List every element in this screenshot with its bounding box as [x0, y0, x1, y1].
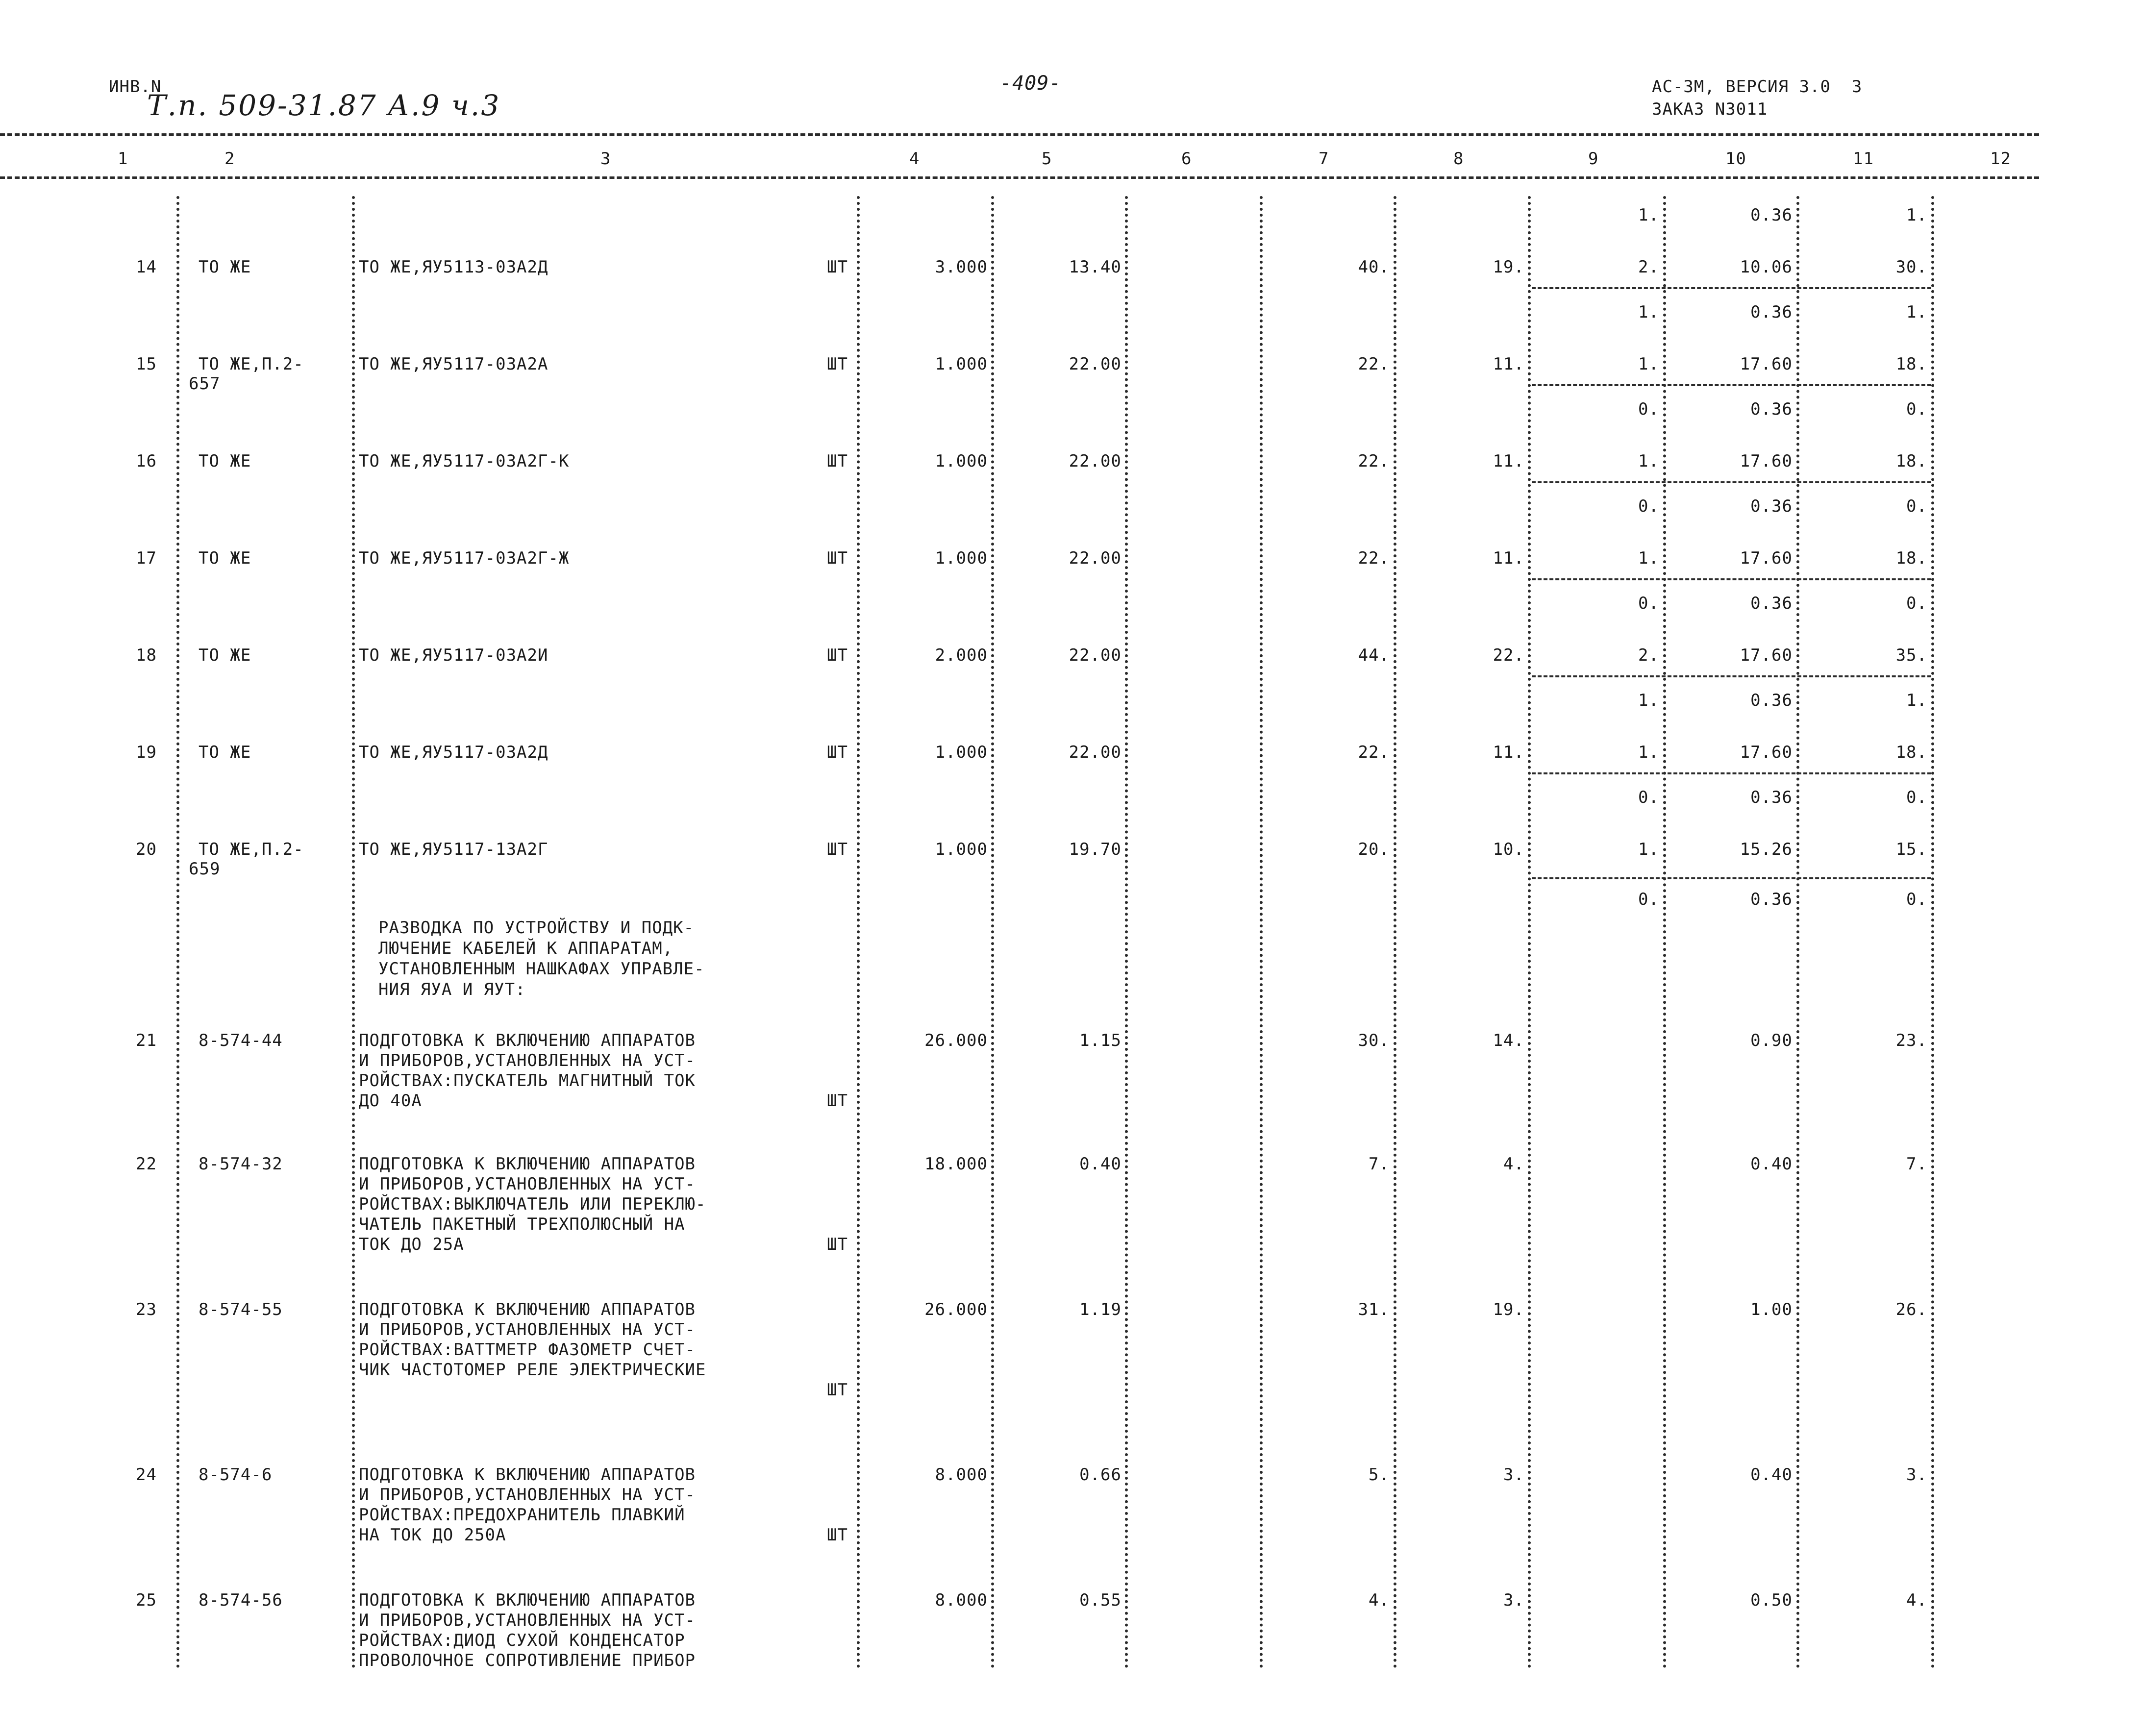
subtotal-divider — [1532, 578, 1931, 580]
cell-code: ТО ЖЕ — [199, 548, 251, 568]
cell-c10: 0.50 — [1750, 1590, 1793, 1610]
header-bottom-rule — [0, 176, 2039, 179]
cell-description-line: ПОДГОТОВКА К ВКЛЮЧЕНИЮ АППАРАТОВ — [359, 1465, 696, 1485]
cell-c10: 17.60 — [1740, 451, 1793, 471]
cell-c8: 19. — [1493, 257, 1524, 277]
cell-row-number: 23 — [136, 1300, 157, 1319]
cell-quantity: 26.000 — [924, 1031, 988, 1050]
cell-c7: 22. — [1358, 451, 1390, 471]
cell-price: 0.66 — [1079, 1465, 1121, 1485]
cell-c10: 0.90 — [1750, 1031, 1793, 1050]
cell-name: ТО ЖЕ,ЯУ5117-03А2Д — [359, 743, 548, 762]
cell-row-number: 14 — [136, 257, 157, 277]
cell-c10: 1.00 — [1750, 1300, 1793, 1319]
cell-c9-sub: 1. — [1638, 691, 1659, 710]
cell-c8: 4. — [1503, 1154, 1524, 1174]
subtotal-divider — [1532, 877, 1931, 879]
cell-price: 22.00 — [1069, 645, 1121, 665]
cell-row-number: 20 — [136, 840, 157, 859]
section-title-line: ЛЮЧЕНИЕ КАБЕЛЕЙ К АППАРАТАМ, — [378, 939, 673, 958]
cell-c7: 22. — [1358, 548, 1390, 568]
cell-row-number: 22 — [136, 1154, 157, 1174]
cell-c11: 4. — [1906, 1590, 1927, 1610]
cell-c7: 20. — [1358, 840, 1390, 859]
cell-description-line: ЧИК ЧАСТОТОМЕР РЕЛЕ ЭЛЕКТРИЧЕСКИЕ — [359, 1360, 706, 1380]
final-sub-c9: 0. — [1638, 890, 1659, 909]
cell-row-number: 19 — [136, 743, 157, 762]
cell-c9: 1. — [1638, 840, 1659, 859]
cell-quantity: 26.000 — [924, 1300, 988, 1319]
cell-row-number: 24 — [136, 1465, 157, 1485]
order-number: ЗАКАЗ N3011 — [1652, 99, 1768, 119]
cell-unit: ШТ — [827, 257, 848, 277]
cell-c10: 17.60 — [1740, 548, 1793, 568]
cell-code: 8-574-56 — [199, 1590, 283, 1610]
col-header-3: 3 — [600, 149, 611, 169]
cell-description-line: ПОДГОТОВКА К ВКЛЮЧЕНИЮ АППАРАТОВ — [359, 1590, 696, 1610]
col-header-10: 10 — [1725, 149, 1746, 169]
cell-c8: 11. — [1493, 451, 1524, 471]
cell-description-line: И ПРИБОРОВ,УСТАНОВЛЕННЫХ НА УСТ- — [359, 1611, 696, 1630]
cell-c10-sub: 0.36 — [1750, 302, 1793, 322]
cell-c11: 26. — [1895, 1300, 1927, 1319]
cell-c9: 2. — [1638, 645, 1659, 665]
cell-description-line: РОЙСТВАХ:ВАТТМЕТР ФАЗОМЕТР СЧЕТ- — [359, 1340, 696, 1360]
cell-c10: 17.60 — [1740, 743, 1793, 762]
col-sep-3 — [857, 196, 860, 1669]
col-sep-5 — [1125, 196, 1128, 1669]
cell-code: ТО ЖЕ,П.2- — [199, 354, 304, 374]
cell-name: ТО ЖЕ,ЯУ5117-03А2Г-К — [359, 451, 570, 471]
cell-c10: 0.40 — [1750, 1465, 1793, 1485]
cell-c10: 0.40 — [1750, 1154, 1793, 1174]
cell-unit: ШТ — [827, 451, 848, 471]
cell-unit: ШТ — [827, 354, 848, 374]
cell-name: ТО ЖЕ,ЯУ5117-13А2Г — [359, 840, 548, 859]
cell-price: 1.15 — [1079, 1031, 1121, 1050]
cell-quantity: 8.000 — [935, 1590, 988, 1610]
cell-c11: 35. — [1895, 645, 1927, 665]
subtotal-divider — [1532, 481, 1931, 483]
cell-c10: 10.06 — [1740, 257, 1793, 277]
cell-quantity: 18.000 — [924, 1154, 988, 1174]
cell-description-line: ТОК ДО 25А — [359, 1235, 464, 1254]
cell-c7: 44. — [1358, 645, 1390, 665]
cell-c10: 17.60 — [1740, 354, 1793, 374]
cell-c8: 11. — [1493, 743, 1524, 762]
cell-description-line: РОЙСТВАХ:ПРЕДОХРАНИТЕЛЬ ПЛАВКИЙ — [359, 1505, 685, 1525]
cell-description-line: ДО 40А — [359, 1091, 422, 1111]
col-header-5: 5 — [1042, 149, 1052, 169]
cell-c9-sub: 1. — [1638, 205, 1659, 225]
final-sub-c10: 0.36 — [1750, 890, 1793, 909]
cell-description-line: ЧАТЕЛЬ ПАКЕТНЫЙ ТРЕХПОЛЮСНЫЙ НА — [359, 1215, 685, 1234]
cell-c8: 22. — [1493, 645, 1524, 665]
handwritten-reference: Т.п. 509-31.87 А.9 ч.3 — [147, 89, 501, 122]
cell-unit: ШТ — [827, 840, 848, 859]
cell-c10-sub: 0.36 — [1750, 788, 1793, 807]
cell-c11-sub: 1. — [1906, 691, 1927, 710]
cell-c9: 2. — [1638, 257, 1659, 277]
cell-c8: 10. — [1493, 840, 1524, 859]
cell-code: 8-574-6 — [199, 1465, 273, 1485]
cell-c8: 3. — [1503, 1465, 1524, 1485]
cell-description-line: И ПРИБОРОВ,УСТАНОВЛЕННЫХ НА УСТ- — [359, 1174, 696, 1194]
cell-description-line: И ПРИБОРОВ,УСТАНОВЛЕННЫХ НА УСТ- — [359, 1051, 696, 1070]
cell-unit: ШТ — [827, 1525, 848, 1545]
cell-c8: 11. — [1493, 548, 1524, 568]
section-title-line: НИЯ ЯУА И ЯУТ: — [378, 980, 526, 999]
cell-description-line: И ПРИБОРОВ,УСТАНОВЛЕННЫХ НА УСТ- — [359, 1485, 696, 1505]
cell-c11-sub: 0. — [1906, 594, 1927, 613]
cell-row-number: 21 — [136, 1031, 157, 1050]
col-header-9: 9 — [1588, 149, 1599, 169]
cell-price: 19.70 — [1069, 840, 1121, 859]
col-header-6: 6 — [1181, 149, 1192, 169]
cell-quantity: 8.000 — [935, 1465, 988, 1485]
cell-c9-sub: 0. — [1638, 594, 1659, 613]
inventory-label: ИНВ.N — [109, 77, 162, 97]
cell-c11: 18. — [1895, 354, 1927, 374]
cell-quantity: 1.000 — [935, 451, 988, 471]
cell-c10: 17.60 — [1740, 645, 1793, 665]
cell-c11: 23. — [1895, 1031, 1927, 1050]
col-sep-8 — [1528, 196, 1531, 1669]
cell-name: ТО ЖЕ,ЯУ5113-03А2Д — [359, 257, 548, 277]
cell-unit: ШТ — [827, 743, 848, 762]
subtotal-divider — [1532, 287, 1931, 289]
col-header-1: 1 — [118, 149, 128, 169]
cell-row-number: 25 — [136, 1590, 157, 1610]
cell-c11-sub: 0. — [1906, 496, 1927, 516]
cell-c8: 3. — [1503, 1590, 1524, 1610]
cell-price: 13.40 — [1069, 257, 1121, 277]
section-title-line: РАЗВОДКА ПО УСТРОЙСТВУ И ПОДК- — [378, 918, 695, 938]
cell-c11-sub: 1. — [1906, 205, 1927, 225]
cell-description-line: РОЙСТВАХ:ПУСКАТЕЛЬ МАГНИТНЫЙ ТОК — [359, 1071, 696, 1091]
cell-c7: 7. — [1369, 1154, 1390, 1174]
cell-name: ТО ЖЕ,ЯУ5117-03А2Г-Ж — [359, 548, 570, 568]
cell-c9-sub: 0. — [1638, 496, 1659, 516]
cell-code: 8-574-32 — [199, 1154, 283, 1174]
col-sep-4 — [991, 196, 994, 1669]
cell-row-number: 17 — [136, 548, 157, 568]
cell-c10-sub: 0.36 — [1750, 594, 1793, 613]
page-number: -409- — [1000, 72, 1062, 95]
cell-price: 1.19 — [1079, 1300, 1121, 1319]
col-header-12: 12 — [1990, 149, 2011, 169]
cell-c10: 15.26 — [1740, 840, 1793, 859]
cell-c8: 11. — [1493, 354, 1524, 374]
cell-c11: 18. — [1895, 451, 1927, 471]
cell-c9: 1. — [1638, 451, 1659, 471]
cell-c9-sub: 0. — [1638, 788, 1659, 807]
cell-code: 8-574-44 — [199, 1031, 283, 1050]
cell-description-line: НА ТОК ДО 250А — [359, 1525, 506, 1545]
cell-price: 0.40 — [1079, 1154, 1121, 1174]
col-header-7: 7 — [1319, 149, 1329, 169]
cell-c10-sub: 0.36 — [1750, 496, 1793, 516]
cell-c10-sub: 0.36 — [1750, 205, 1793, 225]
cell-description-line: РОЙСТВАХ:ВЫКЛЮЧАТЕЛЬ ИЛИ ПЕРЕКЛЮ- — [359, 1194, 706, 1214]
col-header-2: 2 — [224, 149, 235, 169]
col-header-11: 11 — [1853, 149, 1874, 169]
cell-code: ТО ЖЕ — [199, 645, 251, 665]
cell-c11: 30. — [1895, 257, 1927, 277]
cell-c7: 22. — [1358, 354, 1390, 374]
col-sep-10 — [1796, 196, 1799, 1669]
col-header-4: 4 — [909, 149, 920, 169]
cell-quantity: 2.000 — [935, 645, 988, 665]
cell-code: 8-574-55 — [199, 1300, 283, 1319]
cell-unit: ШТ — [827, 1091, 848, 1111]
cell-code: ТО ЖЕ,П.2- — [199, 840, 304, 859]
header-top-rule — [0, 133, 2039, 136]
cell-c9-sub: 0. — [1638, 399, 1659, 419]
cell-name: ТО ЖЕ,ЯУ5117-03А2А — [359, 354, 548, 374]
cell-price: 22.00 — [1069, 451, 1121, 471]
cell-c11: 3. — [1906, 1465, 1927, 1485]
cell-c11: 18. — [1895, 548, 1927, 568]
cell-code: ТО ЖЕ — [199, 743, 251, 762]
cell-quantity: 1.000 — [935, 743, 988, 762]
cell-c11-sub: 1. — [1906, 302, 1927, 322]
cell-quantity: 3.000 — [935, 257, 988, 277]
cell-c11-sub: 0. — [1906, 399, 1927, 419]
cell-c11: 18. — [1895, 743, 1927, 762]
cell-c9-sub: 1. — [1638, 302, 1659, 322]
cell-unit: ШТ — [827, 1235, 848, 1254]
cell-row-number: 15 — [136, 354, 157, 374]
cell-c7: 30. — [1358, 1031, 1390, 1050]
cell-code-continued: 657 — [189, 374, 221, 394]
cell-description-line: ПОДГОТОВКА К ВКЛЮЧЕНИЮ АППАРАТОВ — [359, 1154, 696, 1174]
col-sep-7 — [1394, 196, 1396, 1669]
cell-c11: 7. — [1906, 1154, 1927, 1174]
cell-c7: 31. — [1358, 1300, 1390, 1319]
cell-c11-sub: 0. — [1906, 788, 1927, 807]
cell-price: 22.00 — [1069, 548, 1121, 568]
cell-description-line: РОЙСТВАХ:ДИОД СУХОЙ КОНДЕНСАТОР — [359, 1631, 685, 1650]
cell-price: 22.00 — [1069, 743, 1121, 762]
section-title-line: УСТАНОВЛЕННЫМ НАШКАФАХ УПРАВЛЕ- — [378, 959, 705, 979]
subtotal-divider — [1532, 772, 1931, 774]
final-sub-c11: 0. — [1906, 890, 1927, 909]
col-sep-6 — [1260, 196, 1263, 1669]
cell-quantity: 1.000 — [935, 548, 988, 568]
cell-code: ТО ЖЕ — [199, 257, 251, 277]
col-sep-9 — [1663, 196, 1666, 1669]
program-version: АС-3М, ВЕРСИЯ 3.0 3 — [1652, 77, 1863, 97]
cell-c9: 1. — [1638, 548, 1659, 568]
cell-code: ТО ЖЕ — [199, 451, 251, 471]
cell-c10-sub: 0.36 — [1750, 691, 1793, 710]
cell-quantity: 1.000 — [935, 840, 988, 859]
cell-unit: ШТ — [827, 548, 848, 568]
subtotal-divider — [1532, 675, 1931, 677]
cell-unit: ШТ — [827, 1380, 848, 1400]
cell-code-continued: 659 — [189, 859, 221, 879]
cell-price: 0.55 — [1079, 1590, 1121, 1610]
cell-c9: 1. — [1638, 354, 1659, 374]
cell-price: 22.00 — [1069, 354, 1121, 374]
col-sep-2 — [352, 196, 355, 1669]
cell-quantity: 1.000 — [935, 354, 988, 374]
col-sep-1 — [176, 196, 179, 1669]
cell-row-number: 16 — [136, 451, 157, 471]
cell-description-line: И ПРИБОРОВ,УСТАНОВЛЕННЫХ НА УСТ- — [359, 1320, 696, 1339]
cell-c7: 22. — [1358, 743, 1390, 762]
cell-c7: 5. — [1369, 1465, 1390, 1485]
cell-c10-sub: 0.36 — [1750, 399, 1793, 419]
cell-c8: 19. — [1493, 1300, 1524, 1319]
cell-c7: 40. — [1358, 257, 1390, 277]
cell-unit: ШТ — [827, 645, 848, 665]
cell-c7: 4. — [1369, 1590, 1390, 1610]
cell-name: ТО ЖЕ,ЯУ5117-03А2И — [359, 645, 548, 665]
cell-c11: 15. — [1895, 840, 1927, 859]
subtotal-divider — [1532, 384, 1931, 386]
cell-c8: 14. — [1493, 1031, 1524, 1050]
col-header-8: 8 — [1453, 149, 1464, 169]
cell-c9: 1. — [1638, 743, 1659, 762]
col-sep-11 — [1931, 196, 1934, 1669]
cell-description-line: ПРОВОЛОЧНОЕ СОПРОТИВЛЕНИЕ ПРИБОР — [359, 1651, 696, 1670]
cell-description-line: ПОДГОТОВКА К ВКЛЮЧЕНИЮ АППАРАТОВ — [359, 1031, 696, 1050]
cell-description-line: ПОДГОТОВКА К ВКЛЮЧЕНИЮ АППАРАТОВ — [359, 1300, 696, 1319]
cell-row-number: 18 — [136, 645, 157, 665]
